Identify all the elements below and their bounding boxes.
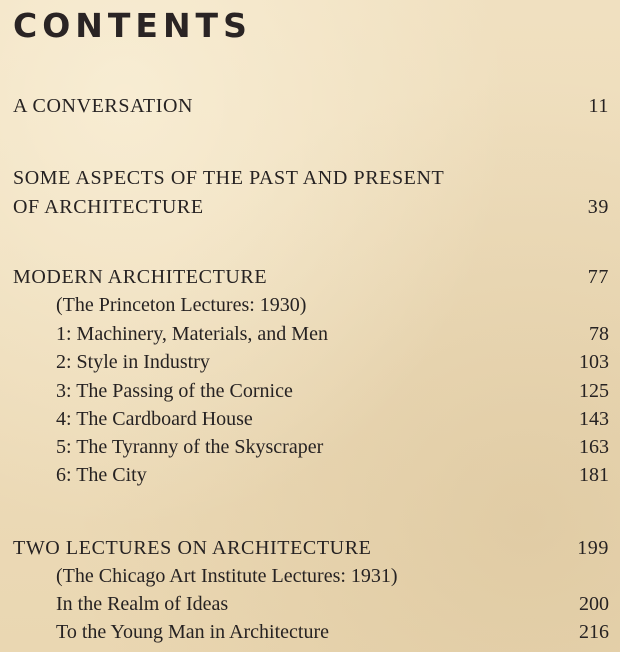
toc-entry-title: 3: The Passing of the Cornice — [56, 380, 293, 402]
toc-entry-title: To the Young Man in Architecture — [56, 621, 330, 643]
toc-entry — [13, 92, 609, 120]
toc-entry — [56, 348, 609, 376]
toc-entry-title: (The Princeton Lectures: 1930) — [56, 294, 307, 316]
toc-entry-title: SOME ASPECTS OF THE PAST AND PRESENT — [13, 167, 445, 189]
toc-entry-page: 199 — [577, 537, 609, 559]
toc-entry — [56, 377, 609, 405]
toc-entry-title: A CONVERSATION — [13, 95, 194, 117]
toc-entry — [13, 193, 609, 221]
toc-entry — [56, 433, 609, 461]
toc-entry — [56, 618, 609, 646]
toc-entry-page: 77 — [587, 266, 609, 288]
toc-entry-title: 1: Machinery, Materials, and Men — [56, 323, 328, 345]
toc-entry-title: In the Realm of Ideas — [56, 593, 229, 615]
toc-entry-page: 103 — [579, 351, 609, 373]
page-title: CONTENTS — [13, 6, 252, 45]
toc-entry — [56, 291, 609, 319]
toc-entry — [13, 263, 609, 291]
toc-entry-title: 5: The Tyranny of the Skyscraper — [56, 436, 324, 458]
toc-entry-title: OF ARCHITECTURE — [13, 196, 204, 218]
toc-entry-page: 181 — [579, 464, 609, 486]
toc-entry-title: TWO LECTURES ON ARCHITECTURE — [13, 537, 372, 559]
toc-entry — [56, 405, 609, 433]
toc-entry-title: MODERN ARCHITECTURE — [13, 266, 268, 288]
toc-entry-page: 39 — [587, 196, 609, 218]
toc-entry-page: 11 — [588, 95, 609, 117]
toc-entry-page: 125 — [579, 380, 609, 402]
toc-entry-page: 216 — [579, 621, 609, 643]
toc-entry — [56, 590, 609, 618]
toc-entry-page: 200 — [579, 593, 609, 615]
toc-entry-title: 4: The Cardboard House — [56, 408, 253, 430]
toc-entry — [13, 164, 609, 192]
toc-entry — [56, 320, 609, 348]
toc-entry-title: (The Chicago Art Institute Lectures: 1931) — [56, 565, 398, 587]
toc-entry-page: 78 — [589, 323, 609, 345]
toc-entry — [56, 562, 609, 590]
toc-entry — [13, 534, 609, 562]
toc-entry-page: 163 — [579, 436, 609, 458]
toc-entry — [56, 461, 609, 489]
toc-entry-title: 6: The City — [56, 464, 147, 486]
toc-entry-page: 143 — [579, 408, 609, 430]
toc-entry-title: 2: Style in Industry — [56, 351, 210, 373]
